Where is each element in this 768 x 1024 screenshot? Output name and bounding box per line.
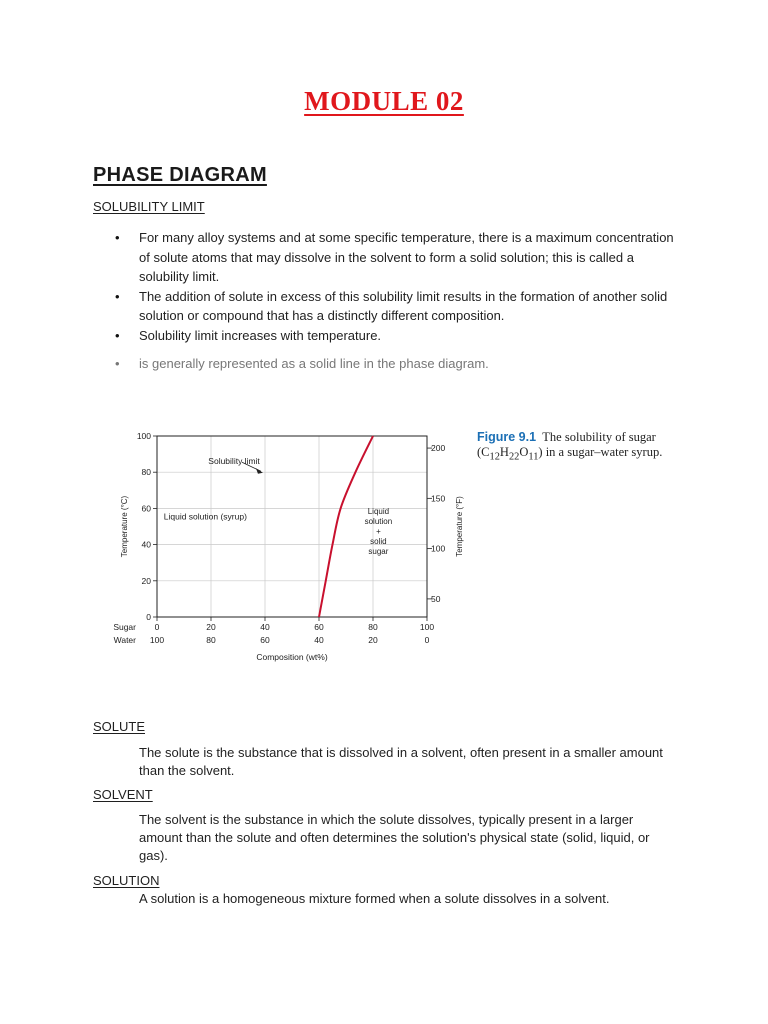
y-tick-label: 20 (141, 575, 151, 586)
section-title: PHASE DIAGRAM (93, 164, 267, 186)
caption-sub: 22 (508, 451, 520, 463)
two-phase-region-label (365, 507, 393, 556)
bullet-item (115, 228, 685, 287)
caption-sub: 12 (489, 451, 500, 463)
bullet-list (115, 228, 685, 345)
figure-label: Figure 9.1 (477, 430, 537, 444)
x-axis-label: Composition (wt%) (256, 652, 328, 662)
bullet-text: is generally represented as a solid line in the phase diagram. (139, 356, 489, 371)
y-tick-label: 40 (141, 539, 151, 550)
module-title: MODULE 02 (304, 86, 464, 116)
solubility-chart (100, 420, 470, 670)
y-right-tick-label: 200 (431, 443, 446, 454)
two-phase-label-line: solid (370, 536, 387, 546)
bullet-icon: • (115, 230, 120, 245)
bullet-text: Solubility limit increases with temperature. (139, 327, 382, 343)
x-tick-label-sugar: 40 (260, 622, 270, 632)
y-right-tick-label: 100 (431, 543, 446, 554)
bullet-item (115, 287, 685, 326)
solubility-limit-heading: SOLUBILITY LIMIT (93, 199, 205, 214)
solution-definition: A solution is a homogeneous mixture formed when a solute dissolves in a solvent. (139, 891, 610, 906)
x-tick-label-water: 100 (149, 635, 165, 645)
liquid-region-label: Liquid solution (syrup) (163, 511, 247, 522)
x-tick-label-sugar: 0 (154, 622, 160, 632)
bullet-text: For many alloy systems and at some specific temperature, there is a maximum concentration of solute atoms that may dissolve in the solvent to form a solid solution; this is called a solubility limit. (139, 230, 674, 284)
bullet-icon: • (115, 356, 120, 371)
x-tick-label-water: 80 (206, 635, 216, 645)
y-right-tick-label: 150 (431, 493, 446, 504)
figure-caption (477, 430, 697, 465)
chart-ticks (137, 431, 446, 645)
chart-grid (157, 436, 427, 617)
solubility-limit-label: Solubility limit (208, 456, 260, 467)
y-axis-label-right: Temperature (°F) (455, 496, 464, 557)
x-tick-label-sugar: 80 (368, 622, 378, 632)
solubility-curve (319, 436, 373, 617)
bullet-icon: • (115, 327, 120, 343)
solute-definition: The solute is the substance that is dissolved in a solvent, often present in a smaller amount than the solvent. (139, 745, 663, 778)
caption-sub: 11 (528, 451, 539, 463)
x-tick-label-sugar: 100 (419, 622, 435, 632)
y-tick-label: 60 (141, 503, 151, 514)
two-phase-label-line: solution (364, 516, 393, 526)
bullet-icon: • (115, 288, 120, 304)
solubility-limit-arrow (256, 468, 263, 474)
plot-frame (157, 436, 427, 617)
caption-text: O (519, 445, 529, 459)
x-row-label-water: Water (113, 635, 136, 645)
x-tick-label-water: 0 (424, 635, 430, 645)
x-tick-label-sugar: 60 (314, 622, 324, 632)
solute-heading: SOLUTE (93, 719, 146, 734)
bullet-item (115, 326, 685, 346)
x-tick-label-water: 20 (368, 635, 378, 645)
two-phase-label-line: sugar (368, 546, 389, 556)
bullet-item-faded (115, 356, 489, 371)
x-tick-label-water: 60 (260, 635, 270, 645)
x-row-label-sugar: Sugar (113, 622, 136, 632)
solvent-heading: SOLVENT (93, 787, 153, 802)
y-tick-label: 0 (146, 612, 151, 622)
two-phase-label-line: + (376, 526, 381, 536)
y-tick-label: 100 (136, 431, 151, 441)
solvent-definition: The solvent is the substance in which the solute dissolves, typically present in a larger amount than the solute and often determines the solution's physical state (solid, liquid, or gas). (139, 812, 650, 863)
caption-text: ) in a sugar–water syrup. (538, 445, 663, 459)
y-axis-label-left: Temperature (°C) (120, 495, 129, 558)
caption-text: The solubility of sugar (C (477, 430, 656, 459)
solution-heading: SOLUTION (93, 873, 160, 888)
two-phase-label-line: Liquid (367, 506, 390, 516)
caption-text: H (499, 445, 509, 459)
x-tick-label-sugar: 20 (206, 622, 216, 632)
bullet-text: The addition of solute in excess of this solubility limit results in the formation of another solid solution or compound that has a distinctly different composition. (139, 288, 668, 323)
y-right-tick-label: 50 (431, 593, 441, 604)
y-tick-label: 80 (141, 467, 151, 478)
x-tick-label-water: 40 (314, 635, 324, 645)
